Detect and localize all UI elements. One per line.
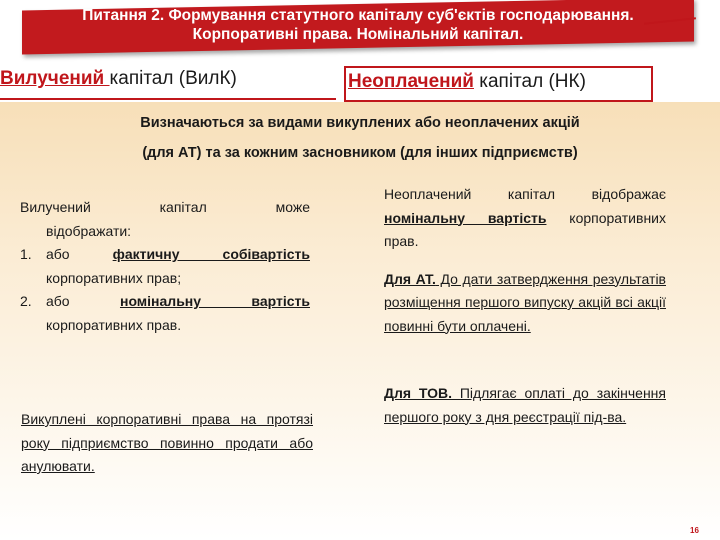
description-line-2: (для АТ) та за кожним засновником (для інших підприємств) [142, 145, 578, 161]
list-item-prefix: або [46, 246, 113, 262]
list-item-body [46, 290, 310, 337]
right-p1-prefix: Неоплачений капітал відображає [384, 186, 666, 202]
right-header-rest: капітал (НК) [473, 71, 586, 92]
right-header-highlight: Неоплачений [348, 71, 474, 92]
page-number: 16 [690, 526, 699, 535]
left-header-rest: капітал (ВилК) [109, 68, 237, 89]
list-item [20, 243, 310, 290]
description-line-1: Визначаються за видами викуплених або неоплачених акцій [140, 115, 580, 131]
right-p3-text: Підлягає оплаті до закінчення першого року з дня реєстрації під-ва. [384, 385, 666, 425]
right-paragraph-3 [384, 382, 666, 429]
left-header [0, 66, 237, 92]
list-item-term: номінальну вартість [119, 293, 310, 309]
list-item [20, 290, 310, 337]
list-item-line [46, 290, 310, 314]
right-p1-term: номінальну вартість [384, 209, 547, 226]
right-column [384, 183, 666, 429]
list-item-number: 1. [20, 246, 32, 262]
right-paragraph-1 [384, 183, 666, 254]
right-p2-label: Для АТ. [384, 270, 436, 287]
left-intro-line-2: відображати: [46, 222, 132, 239]
title-line-1: Питання 2. Формування статутного капіталу суб'єктів господарювання. [82, 7, 634, 24]
list-item-number: 2. [20, 293, 32, 309]
right-p2-text: До дати затвердження результатів розміщення першого випуску акцій всі акції повинні бути оплачені. [384, 270, 666, 334]
list-item-term: фактичну собівартість [112, 246, 310, 262]
left-column [20, 196, 310, 337]
left-header-highlight: Вилучений [0, 68, 110, 89]
right-p1-suffix: корпоративних прав. [384, 209, 666, 249]
right-paragraph-2 [384, 268, 666, 339]
left-note: Викуплені корпоративні права на протязі року підприємство повинно продати або анулювати. [21, 411, 313, 474]
right-header [348, 68, 586, 96]
list-item-suffix: корпоративних прав. [46, 316, 182, 333]
list-item-prefix: або [46, 293, 120, 309]
slide-title [22, 6, 694, 48]
left-intro-line-1: Вилучений капітал може [20, 199, 310, 215]
list-item-body [46, 243, 310, 290]
title-line-2: Корпоративні права. Номінальний капітал. [192, 26, 524, 43]
list-item-line [46, 243, 310, 267]
right-p3-label: Для ТОВ. [384, 385, 452, 401]
list-item-suffix: корпоративних прав; [46, 269, 182, 286]
description [50, 108, 670, 168]
